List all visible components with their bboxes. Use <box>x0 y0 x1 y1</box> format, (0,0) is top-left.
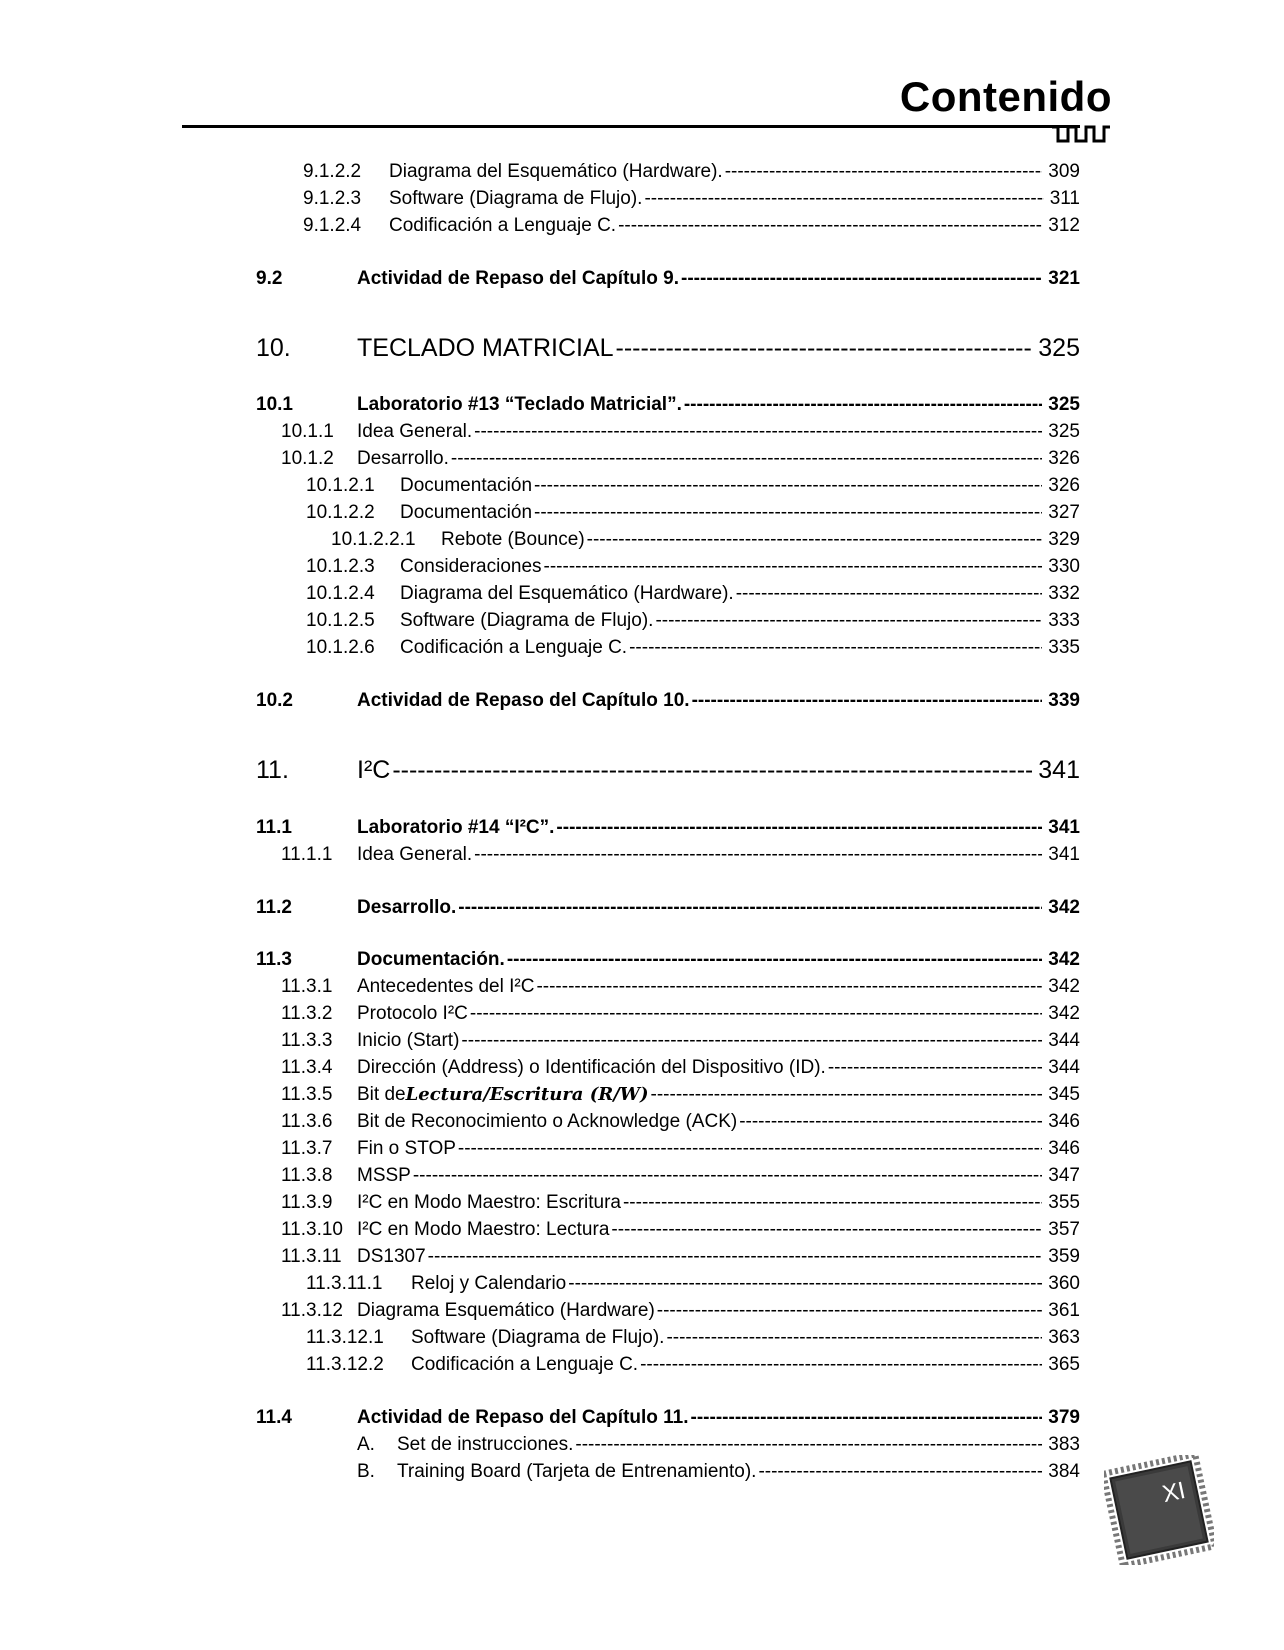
entry-page: 325 <box>1048 421 1080 442</box>
entry-number: 11.3.11.1 <box>306 1273 383 1294</box>
entry-title: Software (Diagrama de Flujo). <box>400 610 654 631</box>
entry-title: Idea General. <box>357 421 473 442</box>
entry-number: 11.3.11 <box>281 1246 342 1267</box>
entry-title: Protocolo I²C <box>357 1003 468 1024</box>
entry-number: 10.1.1 <box>281 421 334 442</box>
entry-number: 11.3.5 <box>281 1084 333 1105</box>
entry-title: Actividad de Repaso del Capítulo 11. <box>357 1407 689 1428</box>
entry-page: 345 <box>1048 1084 1080 1105</box>
entry-page: 341 <box>1048 817 1080 838</box>
entry-title: Documentación. <box>357 949 505 970</box>
leader-dashes <box>684 392 1042 418</box>
entry-number: 10.1.2.3 <box>306 556 375 577</box>
entry-title: Bit de Reconocimiento o Acknowledge (ACK) <box>357 1111 738 1132</box>
entry-number: 11.4 <box>256 1407 292 1428</box>
entry-page: 361 <box>1048 1300 1080 1321</box>
entry-number: 11.3.12.2 <box>306 1354 384 1375</box>
chapter-number: 10. <box>256 334 291 362</box>
leader-dashes <box>692 688 1043 714</box>
entry-number: 11.3.3 <box>281 1030 333 1051</box>
entry-number: 11.3.2 <box>281 1003 333 1024</box>
entry-page: 342 <box>1048 897 1080 918</box>
chapter-number: 11. <box>256 756 289 784</box>
leader-dashes <box>458 895 1042 921</box>
entry-title: Actividad de Repaso del Capítulo 10. <box>357 690 690 711</box>
page-title: Contenido <box>899 73 1112 120</box>
leader-dashes <box>758 1459 1042 1485</box>
entry-page: 327 <box>1048 502 1080 523</box>
entry-number: 9.2 <box>256 268 283 289</box>
leader-dashes <box>629 635 1042 661</box>
entry-number: 11.2 <box>256 897 292 918</box>
entry-page: 309 <box>1048 161 1080 182</box>
entry-page: 325 <box>1038 334 1080 362</box>
leader-dashes <box>623 1190 1042 1216</box>
leader-dashes <box>428 1244 1043 1270</box>
entry-number: 11.3.12 <box>281 1300 343 1321</box>
entry-number: 10.1.2.5 <box>306 610 375 631</box>
entry-title: Rebote (Bounce) <box>441 529 585 550</box>
entry-number: 10.1 <box>256 394 293 415</box>
entry-page: 325 <box>1048 394 1080 415</box>
entry-page: 344 <box>1048 1057 1080 1078</box>
entry-title-math: Lectura/Escritura (R/W) <box>405 1084 649 1105</box>
leader-dashes <box>657 1298 1043 1324</box>
entry-page: 335 <box>1048 637 1080 658</box>
entry-title: Fin o STOP <box>357 1138 456 1159</box>
leader-dashes <box>644 186 1043 212</box>
entry-title: Diagrama Esquemático (Hardware) <box>357 1300 655 1321</box>
entry-page: 384 <box>1048 1461 1080 1482</box>
entry-number: 10.2 <box>256 690 293 711</box>
entry-page: 360 <box>1048 1273 1080 1294</box>
leader-dashes <box>536 974 1042 1000</box>
entry-page: 341 <box>1048 844 1080 865</box>
entry-page: 330 <box>1048 556 1080 577</box>
leader-dashes <box>534 473 1042 499</box>
entry-page: 312 <box>1048 215 1080 236</box>
entry-number: 10.1.2.6 <box>306 637 375 658</box>
leader-dashes <box>461 1028 1042 1054</box>
leader-dashes <box>544 554 1043 580</box>
entry-title: MSSP <box>357 1165 411 1186</box>
leader-dashes <box>534 500 1042 526</box>
entry-title: Codificación a Lenguaje C. <box>411 1354 639 1375</box>
entry-title: Software (Diagrama de Flujo). <box>411 1327 665 1348</box>
entry-title-prefix: Bit de <box>357 1084 406 1105</box>
entry-title: Software (Diagrama de Flujo). <box>389 188 643 209</box>
leader-dashes <box>666 1325 1042 1351</box>
entry-title: Desarrollo. <box>357 448 449 469</box>
entry-page: 344 <box>1048 1030 1080 1051</box>
entry-page: 355 <box>1048 1192 1080 1213</box>
entry-number: 11.3 <box>256 949 292 970</box>
leader-dashes <box>651 1082 1043 1108</box>
leader-dashes <box>451 446 1042 472</box>
entry-page: 359 <box>1048 1246 1080 1267</box>
entry-title: Actividad de Repaso del Capítulo 9. <box>357 268 680 289</box>
entry-title: Desarrollo. <box>357 897 457 918</box>
entry-number: 10.1.2 <box>281 448 334 469</box>
chapter-title: TECLADO MATRICIAL <box>357 334 614 362</box>
entry-title: I²C en Modo Maestro: Lectura <box>357 1219 610 1240</box>
entry-title: Laboratorio #14 “I²C”. <box>357 817 555 838</box>
entry-page: 321 <box>1048 268 1080 289</box>
entry-page: 347 <box>1048 1165 1080 1186</box>
entry-page: 326 <box>1048 448 1080 469</box>
entry-number: B. <box>357 1461 375 1482</box>
entry-title: Documentación <box>400 502 533 523</box>
leader-dashes <box>556 815 1042 841</box>
leader-dashes <box>575 1432 1042 1458</box>
entry-number: 10.1.2.4 <box>306 583 375 604</box>
leader-dashes <box>474 842 1042 868</box>
entry-page: 379 <box>1048 1407 1080 1428</box>
entry-number: 10.1.2.2.1 <box>331 529 416 550</box>
entry-number: 11.3.9 <box>281 1192 333 1213</box>
entry-number: 9.1.2.2 <box>303 161 362 182</box>
entry-page: 326 <box>1048 475 1080 496</box>
entry-title: Inicio (Start) <box>357 1030 460 1051</box>
entry-number: 11.3.4 <box>281 1057 333 1078</box>
chapter-title: I²C <box>357 756 391 784</box>
entry-page: 311 <box>1049 188 1080 209</box>
entry-title: Documentación <box>400 475 533 496</box>
entry-title: Set de instrucciones. <box>397 1434 574 1455</box>
entry-page: 342 <box>1048 949 1080 970</box>
entry-number: 11.1 <box>256 817 292 838</box>
leader-dashes <box>413 1163 1042 1189</box>
leader-dashes <box>691 1405 1043 1431</box>
square-wave-icon <box>1052 124 1112 144</box>
entry-page: 332 <box>1048 583 1080 604</box>
entry-title: Antecedentes del I²C <box>357 976 535 997</box>
entry-number: 9.1.2.4 <box>303 215 362 236</box>
entry-page: 363 <box>1048 1327 1080 1348</box>
entry-page: 346 <box>1048 1111 1080 1132</box>
leader-dashes <box>587 527 1043 553</box>
entry-page: 339 <box>1048 690 1080 711</box>
entry-title: Codificación a Lenguaje C. <box>389 215 617 236</box>
entry-number: A. <box>357 1434 375 1455</box>
entry-number: 10.1.2.2 <box>306 502 375 523</box>
leader-dashes <box>618 213 1042 239</box>
entry-page: 329 <box>1048 529 1080 550</box>
entry-number: 11.3.1 <box>281 976 333 997</box>
leader-dashes <box>681 266 1042 292</box>
leader-dashes <box>640 1352 1042 1378</box>
entry-title: Training Board (Tarjeta de Entrenamiento). <box>397 1461 757 1482</box>
page-number: XI <box>1159 1476 1188 1509</box>
leader-dashes <box>725 159 1043 185</box>
leader-dashes <box>507 947 1042 973</box>
entry-title: Codificación a Lenguaje C. <box>400 637 628 658</box>
leader-dashes <box>736 581 1043 607</box>
entry-title: Dirección (Address) o Identificación del Dispositivo (ID). <box>357 1057 826 1078</box>
entry-page: 383 <box>1048 1434 1080 1455</box>
leader-dashes <box>616 332 1033 364</box>
entry-title: Laboratorio #13 “Teclado Matricial”. <box>357 394 682 415</box>
entry-title: Consideraciones <box>400 556 542 577</box>
entry-page: 342 <box>1048 976 1080 997</box>
entry-title: DS1307 <box>357 1246 426 1267</box>
entry-page: 357 <box>1048 1219 1080 1240</box>
entry-number: 11.3.8 <box>281 1165 333 1186</box>
entry-title: Reloj y Calendario <box>411 1273 567 1294</box>
entry-number: 11.3.7 <box>281 1138 333 1159</box>
entry-title: Idea General. <box>357 844 473 865</box>
entry-page: 365 <box>1048 1354 1080 1375</box>
entry-number: 11.1.1 <box>281 844 333 865</box>
entry-page: 346 <box>1048 1138 1080 1159</box>
entry-title: I²C en Modo Maestro: Escritura <box>357 1192 621 1213</box>
leader-dashes <box>568 1271 1042 1297</box>
entry-title: Diagrama del Esquemático (Hardware). <box>400 583 734 604</box>
leader-dashes <box>458 1136 1042 1162</box>
entry-number: 10.1.2.1 <box>306 475 375 496</box>
leader-dashes <box>474 419 1042 445</box>
entry-page: 341 <box>1038 756 1080 784</box>
leader-dashes <box>739 1109 1042 1135</box>
header-rule <box>182 125 1080 128</box>
entry-page: 342 <box>1048 1003 1080 1024</box>
entry-number: 9.1.2.3 <box>303 188 362 209</box>
leader-dashes <box>611 1217 1042 1243</box>
leader-dashes <box>828 1055 1042 1081</box>
entry-title: Diagrama del Esquemático (Hardware). <box>389 161 723 182</box>
leader-dashes <box>392 754 1032 786</box>
leader-dashes <box>470 1001 1042 1027</box>
entry-number: 11.3.10 <box>281 1219 343 1240</box>
entry-page: 333 <box>1048 610 1080 631</box>
entry-number: 11.3.6 <box>281 1111 333 1132</box>
leader-dashes <box>655 608 1042 634</box>
entry-number: 11.3.12.1 <box>306 1327 384 1348</box>
